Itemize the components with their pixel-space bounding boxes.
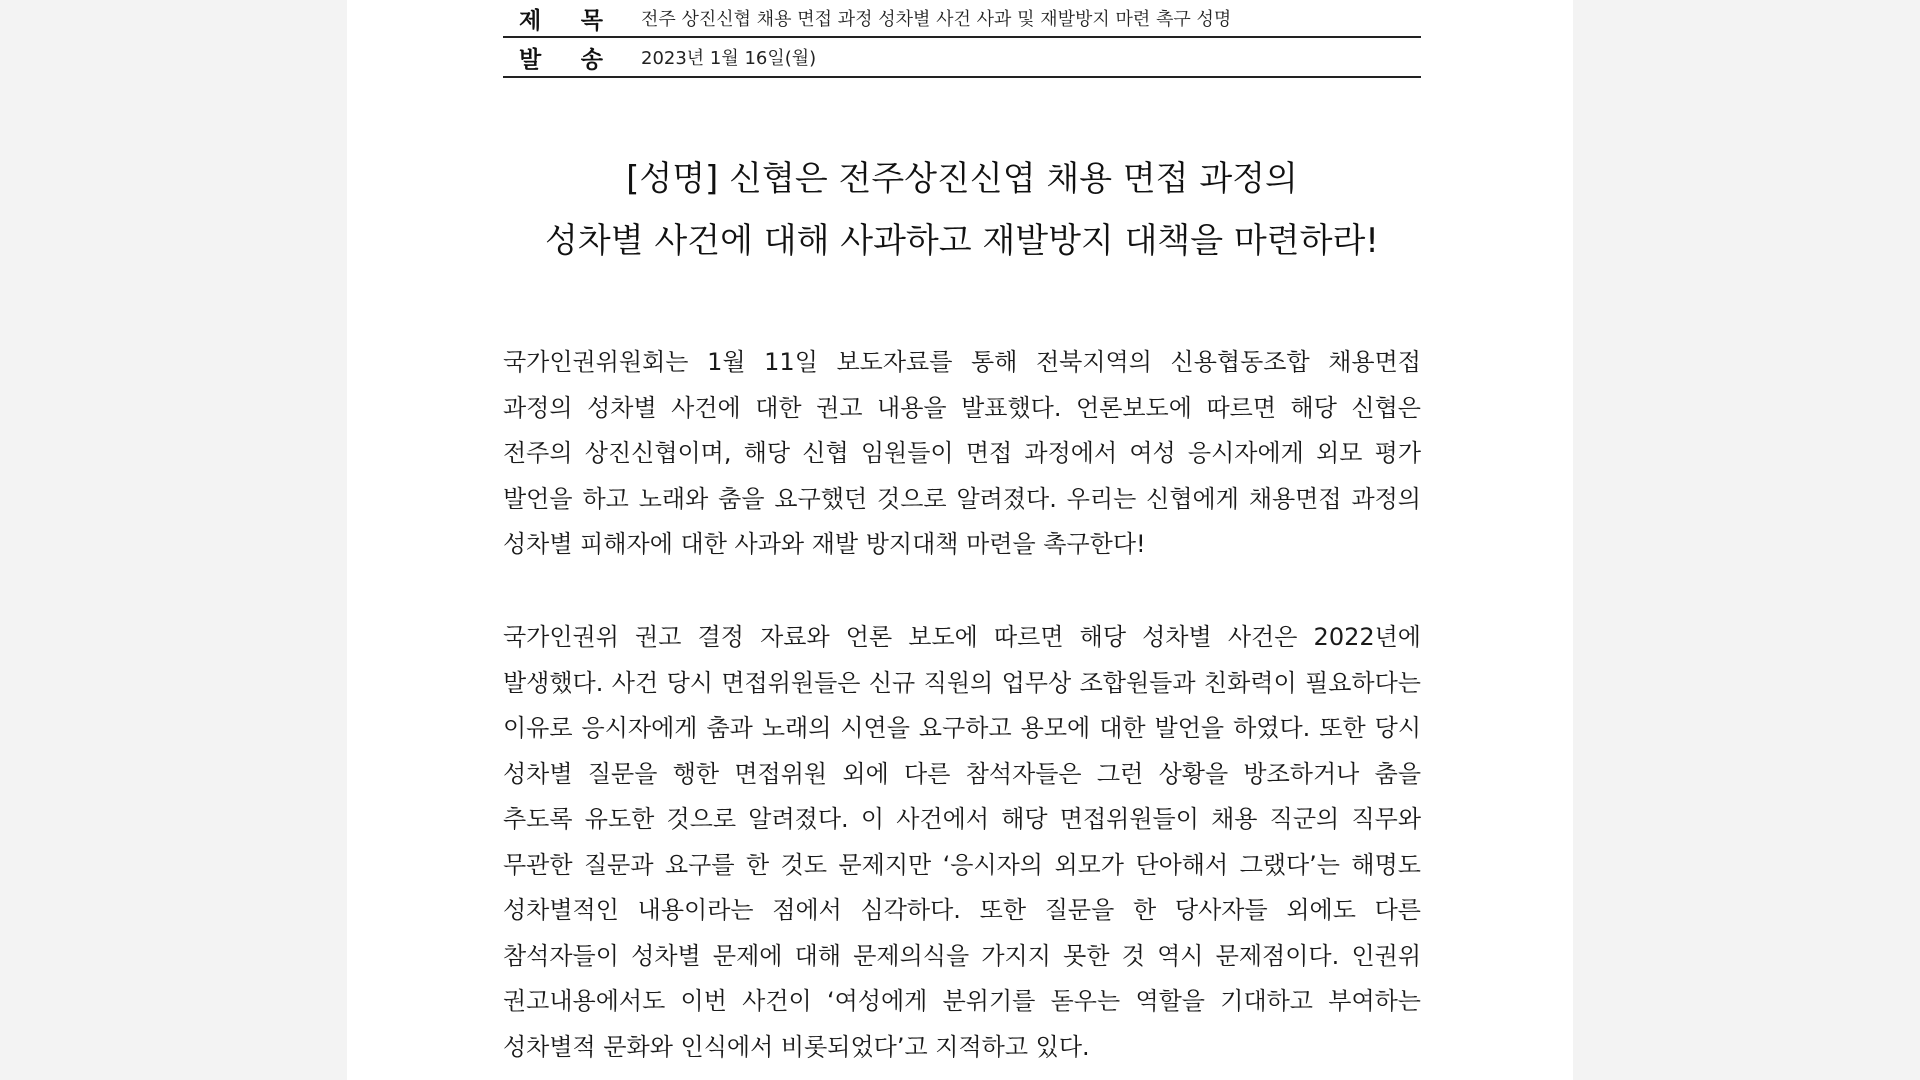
subject-label (503, 2, 613, 35)
body-paragraph-1: 국가인권위원회는 1월 11일 보도자료를 통해 전북지역의 신용협동조합 채용면접 과정의 성차별 사건에 대한 권고 내용을 발표했다. 언론보도에 따르면 해당 신협은 전주의 상진신협이며, 해당 신협 임원들이 면접 과정에서 여성 응시자에게 외모 평가 발언을 하고 노래와 춤을 요구했던 것으로 알려졌다. 우리는 신협에게 채용면접 과정의 성차별 피해자에 대한 사과와 재발 방지대책 마련을 촉구한다! (503, 348, 1421, 558)
sent-label-char-2: 송 (580, 46, 603, 73)
sent-label (503, 41, 613, 74)
statement-headline (503, 148, 1421, 272)
subject-value: 전주 상진신협 채용 면접 과정 성차별 사건 사과 및 재발방지 마련 촉구 성명 (641, 9, 1232, 30)
subject-label-char-1: 제 (519, 7, 542, 34)
sent-label-char-1: 발 (519, 46, 542, 73)
document-header-table (503, 0, 1421, 78)
subject-label-char-2: 목 (580, 7, 603, 34)
subject-row (503, 0, 1421, 38)
body-paragraph-2: 국가인권위 권고 결정 자료와 언론 보도에 따르면 해당 성차별 사건은 2022년에 발생했다. 사건 당시 면접위원들은 신규 직원의 업무상 조합원들과 친화력이 필요하다는 이유로 응시자에게 춤과 노래의 시연을 요구하고 용모에 대한 발언을 하였다. 또한 당시 성차별 질문을 행한 면접위원 외에 다른 참석자들은 그런 상황을 방조하거나 춤을 추도록 유도한 것으로 알려졌다. 이 사건에서 해당 면접위원들이 채용 직군의 직무와 무관한 질문과 요구를 한 것도 문제지만 ‘응시자의 외모가 단아해서 그랬다’는 해명도 성차별적인 내용이라는 점에서 심각하다. 또한 질문을 한 당사자들 외에도 다른 참석자들이 성차별 문제에 대해 문제의식을 가지지 못한 것 역시 문제점이다. 인권위 권고내용에서도 이번 사건이 ‘여성에게 분위기를 돋우는 역할을 기대하고 부여하는 성차별적 문화와 인식에서 비롯되었다’고 지적하고 있다. (503, 623, 1422, 1061)
headline-line-1: [성명] 신협은 전주상진신엽 채용 면접 과정의 (626, 159, 1298, 199)
sent-row (503, 38, 1421, 78)
headline-line-2: 성차별 사건에 대해 사과하고 재발방지 대책을 마련하라! (545, 221, 1379, 261)
sent-date-value: 2023년 1월 16일(월) (641, 48, 817, 69)
